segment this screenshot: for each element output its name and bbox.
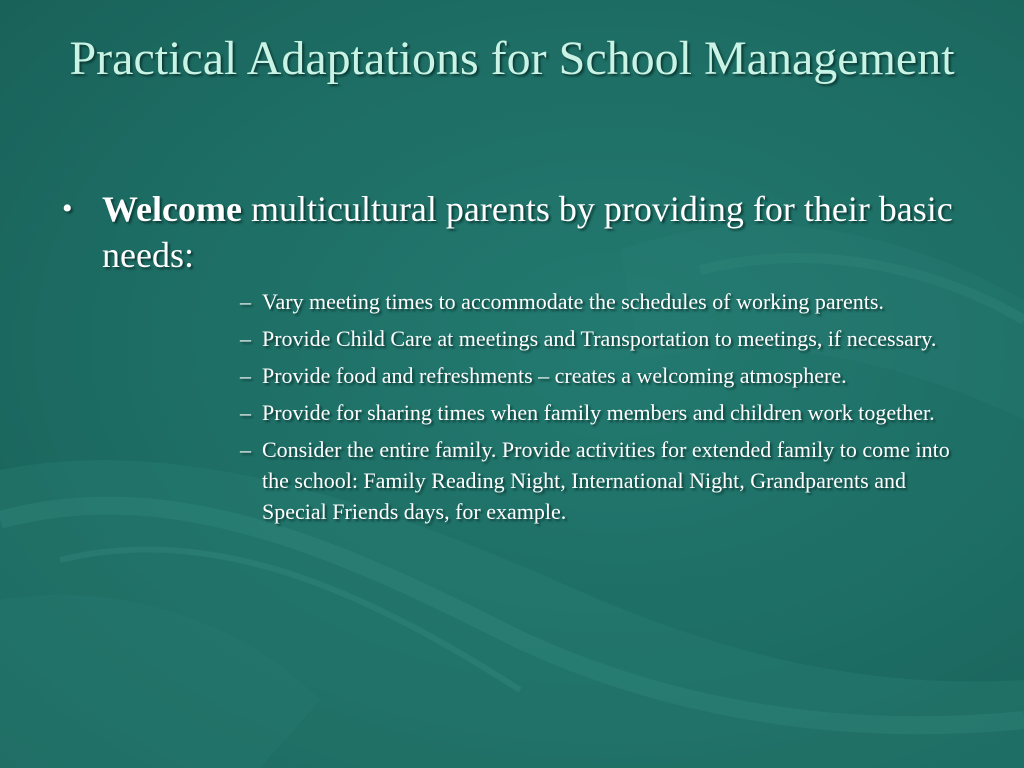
bullet-dot-icon: • <box>62 192 73 225</box>
dash-icon: – <box>240 400 251 425</box>
dash-icon: – <box>240 363 251 388</box>
sub-bullet-list <box>60 286 960 527</box>
sub-bullet-item <box>240 397 960 428</box>
sub-bullet-item <box>240 323 960 354</box>
sub-bullet-item <box>240 360 960 391</box>
sub-bullet-text: Provide for sharing times when family members and children work together. <box>262 400 935 425</box>
main-bullet <box>60 186 960 278</box>
main-bullet-bold: Welcome <box>102 189 242 229</box>
slide-title: Practical Adaptations for School Management <box>69 32 955 85</box>
dash-icon: – <box>240 437 251 462</box>
sub-bullet-text: Consider the entire family. Provide activities for extended family to come into the school: Family Reading Night, International Night, Grandparents and Special Friends days, for example. <box>262 437 950 524</box>
dash-icon: – <box>240 326 251 351</box>
dash-icon: – <box>240 289 251 314</box>
sub-bullet-text: Vary meeting times to accommodate the schedules of working parents. <box>262 289 884 314</box>
sub-bullet-item <box>240 434 960 527</box>
sub-bullet-text: Provide Child Care at meetings and Transportation to meetings, if necessary. <box>262 326 937 351</box>
main-bullet-text: multicultural parents by providing for their basic needs: <box>102 189 953 275</box>
sub-bullet-text: Provide food and refreshments – creates a welcoming atmosphere. <box>262 363 847 388</box>
sub-bullet-item <box>240 286 960 317</box>
slide-body <box>60 186 960 533</box>
